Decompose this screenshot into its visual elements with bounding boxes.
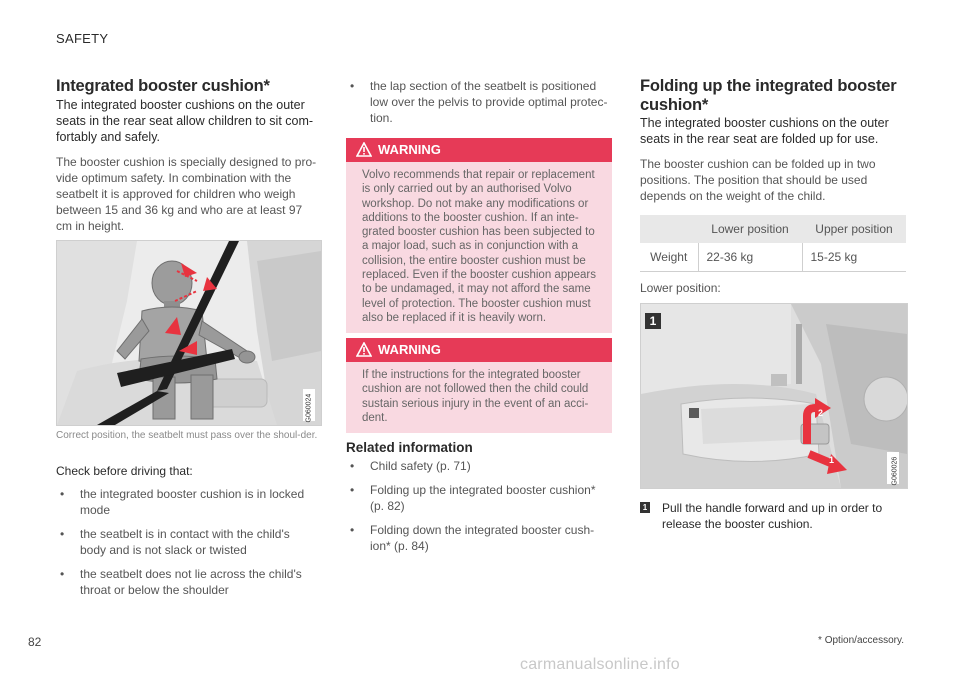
check-item: • the seatbelt is in contact with the child's body and is not slack or twisted <box>56 526 316 558</box>
related-link[interactable]: • Child safety (p. 71) <box>346 458 596 474</box>
table-header-cell: Upper position <box>802 215 906 243</box>
warning-text: If the instructions for the integrated booster cushion are not followed then the child could sustain serious injury in the event of an acci-dent. <box>346 362 612 433</box>
figure-code: G060026 <box>891 456 899 486</box>
warning-text: Volvo recommends that repair or replacement is only carried out by an authorised Volvo workshop. Do not make any modifications or additions to the booster cushion. If an inte-grated booster cushion has been subjected to a major load, such as in conjunction with a collision, the entire booster cushion must be replaced. Even if the booster cushion appears to be undamaged, it may not afford the same level of protection. The booster cushion must also be replaced if it is heavily worn. <box>346 162 612 333</box>
middle-column <box>346 0 612 553</box>
section-title: Folding up the integrated booster cushion* <box>640 77 897 114</box>
figure-caption: Correct position, the seatbelt must pass over the shoul-der. <box>56 430 318 441</box>
table-header-cell: Lower position <box>698 215 802 243</box>
watermark: carmanualsonline.info <box>520 656 680 673</box>
warning-box <box>346 338 612 433</box>
check-list <box>56 486 316 598</box>
step-item <box>640 500 902 532</box>
warning-title: WARNING <box>378 342 441 357</box>
page-number: 82 <box>28 635 42 649</box>
step-text: Pull the handle forward and up in order to release the booster cushion. <box>662 501 883 531</box>
section-title: Integrated booster cushion* <box>56 77 270 95</box>
warning-title: WARNING <box>378 142 441 157</box>
fold-figure <box>640 303 908 489</box>
section-body: The booster cushion can be folded up in two positions. The position that should be used depends on the weight of the child. <box>640 157 876 203</box>
warning-icon <box>356 142 372 157</box>
section-header: SAFETY <box>56 31 109 46</box>
table-row <box>640 243 906 272</box>
table-header-cell <box>640 215 698 243</box>
related-link[interactable]: • Folding up the integrated booster cushion* (p. 82) <box>346 482 596 514</box>
table-cell: Weight <box>640 243 698 272</box>
figure-code: G060024 <box>305 393 313 423</box>
check-item: • the integrated booster cushion is in locked mode <box>56 486 316 518</box>
check-intro: Check before driving that: <box>56 464 193 478</box>
continued-bullet: • the lap section of the seatbelt is positioned low over the pelvis to provide optimal protec-tion. <box>346 78 608 126</box>
related-list <box>346 458 596 554</box>
related-link[interactable]: • Folding down the integrated booster cush-ion* (p. 84) <box>346 522 596 554</box>
footer-note: * Option/accessory. <box>818 635 904 646</box>
warning-box <box>346 138 612 333</box>
arrow-label-1: 1 <box>829 455 835 465</box>
section-body: The booster cushion is specially designed to pro-vide optimum safety. In combination with the seatbelt it is approved for children who weigh between 15 and 36 kg and who are at least 97 cm in height. <box>56 155 317 233</box>
lower-position-label: Lower position: <box>640 281 721 295</box>
fold-illustration <box>641 304 907 488</box>
table-header-row <box>640 215 906 243</box>
fold-figure-badge <box>645 312 661 330</box>
warning-icon <box>356 342 372 357</box>
figure-badge: 1 <box>645 313 661 329</box>
booster-illustration <box>57 241 321 425</box>
section-intro: The integrated booster cushions on the outer seats in the rear seat are folded up for use. <box>640 116 889 146</box>
table-cell: 15-25 kg <box>802 243 906 272</box>
table-cell: 22-36 kg <box>698 243 802 272</box>
warning-header <box>346 138 612 162</box>
arrow-label-2: 2 <box>818 408 824 418</box>
check-item: • the seatbelt does not lie across the child's throat or below the shoulder <box>56 566 316 598</box>
warning-header <box>346 338 612 362</box>
section-intro: The integrated booster cushions on the outer seats in the rear seat allow children to sit com-fortably and safely. <box>56 98 314 144</box>
position-table <box>640 215 906 272</box>
related-title: Related information <box>346 440 473 455</box>
booster-figure <box>56 240 322 426</box>
step-badge: 1 <box>640 502 650 513</box>
